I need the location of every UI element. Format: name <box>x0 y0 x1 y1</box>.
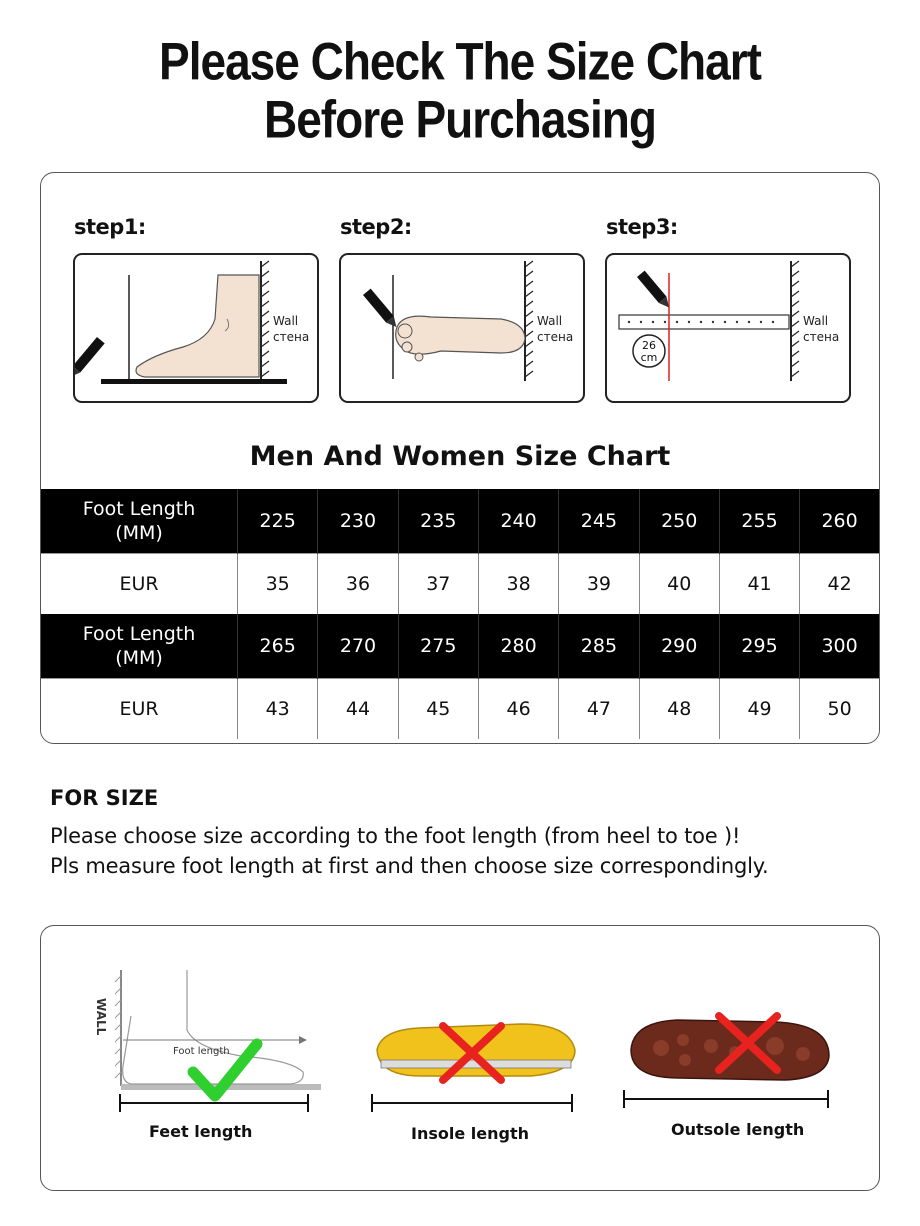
svg-text:Wall: Wall <box>273 314 299 328</box>
foot-length-cell: 245 <box>559 489 639 554</box>
foot-length-cell: 270 <box>318 614 398 679</box>
eur-size-cell: 48 <box>639 679 719 740</box>
eur-size-cell: 49 <box>719 679 799 740</box>
svg-text:Foot length: Foot length <box>173 1046 230 1057</box>
eur-size-cell: 45 <box>398 679 478 740</box>
foot-length-cell: 275 <box>398 614 478 679</box>
foot-length-row <box>41 489 879 554</box>
svg-text:Wall: Wall <box>803 314 829 328</box>
step1-illustration <box>73 253 319 403</box>
insole-length-ruler <box>371 1094 573 1112</box>
eur-size-cell: 44 <box>318 679 398 740</box>
for-size-line1: Please choose size according to the foot length (from heel to toe )! <box>50 824 741 848</box>
step3-illustration <box>605 253 851 403</box>
foot-length-cell: 240 <box>478 489 558 554</box>
size-chart-table <box>41 489 879 739</box>
eur-size-cell: 35 <box>238 554 318 615</box>
feet-length-ruler <box>119 1094 309 1112</box>
foot-length-cell: 230 <box>318 489 398 554</box>
eur-header: EUR <box>41 554 238 615</box>
eur-size-cell: 42 <box>800 554 879 615</box>
measurement-methods-card <box>40 925 880 1191</box>
headline-line2: Before Purchasing <box>264 89 656 149</box>
step1-label: step1: <box>74 215 146 239</box>
foot-length-cell: 265 <box>238 614 318 679</box>
foot-length-cell: 250 <box>639 489 719 554</box>
svg-text:WALL: WALL <box>94 998 108 1036</box>
step3-label: step3: <box>606 215 678 239</box>
svg-text:стена: стена <box>273 330 310 344</box>
eur-size-cell: 50 <box>800 679 879 740</box>
ruler-measure-icon <box>607 255 849 401</box>
svg-text:стена: стена <box>803 330 840 344</box>
eur-size-cell: 37 <box>398 554 478 615</box>
foot-length-cell: 255 <box>719 489 799 554</box>
svg-text:стена: стена <box>537 330 574 344</box>
foot-length-cell: 225 <box>238 489 318 554</box>
svg-text:Wall: Wall <box>537 314 563 328</box>
outsole-length-label: Outsole length <box>671 1120 805 1139</box>
step2-illustration <box>339 253 585 403</box>
eur-size-row <box>41 554 879 615</box>
foot-length-cell: 295 <box>719 614 799 679</box>
eur-header: EUR <box>41 679 238 740</box>
size-chart-card <box>40 172 880 744</box>
foot-length-cell: 280 <box>478 614 558 679</box>
eur-size-cell: 39 <box>559 554 639 615</box>
size-chart-title: Men And Women Size Chart <box>249 441 671 472</box>
foot-length-cell: 300 <box>800 614 879 679</box>
eur-size-cell: 38 <box>478 554 558 615</box>
feet-length-label: Feet length <box>149 1122 253 1141</box>
for-size-heading: FOR SIZE <box>50 786 159 810</box>
foot-length-header: Foot Length (MM) <box>41 489 238 554</box>
foot-top-view-icon <box>341 255 583 401</box>
step2-label: step2: <box>340 215 412 239</box>
eur-size-row <box>41 679 879 740</box>
foot-length-cell: 290 <box>639 614 719 679</box>
eur-size-cell: 43 <box>238 679 318 740</box>
outsole-length-ruler <box>623 1090 829 1108</box>
headline-line1: Please Check The Size Chart <box>159 31 761 91</box>
eur-size-cell: 36 <box>318 554 398 615</box>
foot-side-view-icon <box>75 255 317 401</box>
foot-length-cell: 235 <box>398 489 478 554</box>
eur-size-cell: 46 <box>478 679 558 740</box>
svg-text:cm: cm <box>640 351 658 364</box>
eur-size-cell: 47 <box>559 679 639 740</box>
foot-length-cell: 260 <box>800 489 879 554</box>
foot-length-cell: 285 <box>559 614 639 679</box>
foot-length-header: Foot Length (MM) <box>41 614 238 679</box>
foot-length-row <box>41 614 879 679</box>
eur-size-cell: 41 <box>719 554 799 615</box>
svg-text:26: 26 <box>642 339 656 352</box>
insole-length-label: Insole length <box>411 1124 529 1143</box>
for-size-line2: Pls measure foot length at first and then choose size correspondingly. <box>50 854 769 878</box>
eur-size-cell: 40 <box>639 554 719 615</box>
